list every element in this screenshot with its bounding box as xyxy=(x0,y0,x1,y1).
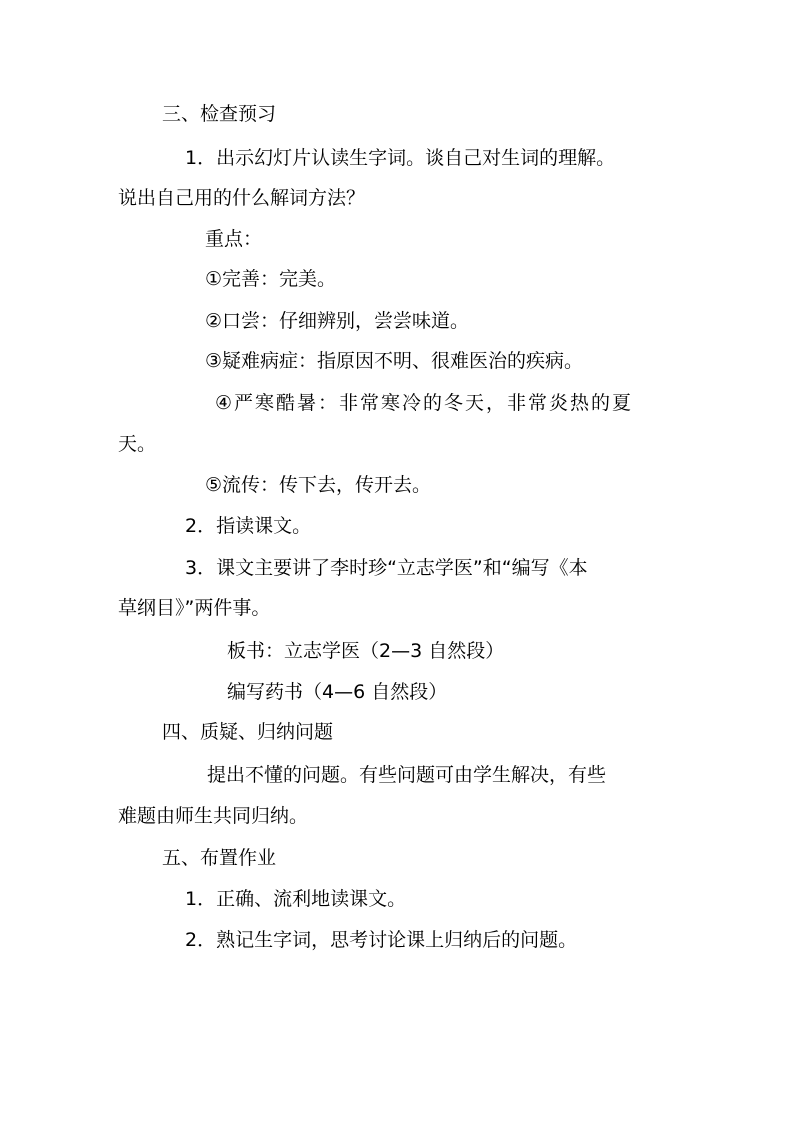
vocab-item: ③疑难病症：指原因不明、很难医治的疾病。 xyxy=(205,350,584,372)
board-note: 板书：立志学医（2—3 自然段） xyxy=(227,640,505,662)
paragraph-line: 2．指读课文。 xyxy=(185,515,312,537)
paragraph-line: 难题由师生共同归纳。 xyxy=(118,805,309,827)
vocab-item: ④严寒酷暑：非常寒冷的冬天，非常炎热的夏 xyxy=(215,392,634,414)
paragraph-line: 1．出示幻灯片认读生字词。谈自己对生词的理解。 xyxy=(185,147,616,169)
vocab-item: ⑤流传：传下去，传开去。 xyxy=(205,474,432,496)
homework-item: 1．正确、流利地读课文。 xyxy=(185,888,407,910)
section-heading-4: 四、质疑、归纳问题 xyxy=(162,721,334,743)
vocab-item: ①完善：完美。 xyxy=(205,268,337,290)
board-note: 编写药书（4—6 自然段） xyxy=(227,681,448,703)
paragraph-line: 提出不懂的问题。有些问题可由学生解决，有些 xyxy=(207,764,607,786)
paragraph-line: 说出自己用的什么解词方法？ xyxy=(118,187,366,209)
section-heading-5: 五、布置作业 xyxy=(162,847,277,869)
paragraph-line: 草纲目》”两件事。 xyxy=(118,597,271,619)
paragraph-line: 天。 xyxy=(118,433,157,455)
section-heading-3: 三、检查预习 xyxy=(162,103,277,125)
key-points-label: 重点： xyxy=(205,228,263,250)
homework-item: 2．熟记生字词，思考讨论课上归纳后的问题。 xyxy=(185,929,578,951)
paragraph-line: 3．课文主要讲了李时珍“立志学医”和“编写《本 xyxy=(185,557,588,579)
vocab-item: ②口尝：仔细辨别，尝尝味道。 xyxy=(205,310,470,332)
